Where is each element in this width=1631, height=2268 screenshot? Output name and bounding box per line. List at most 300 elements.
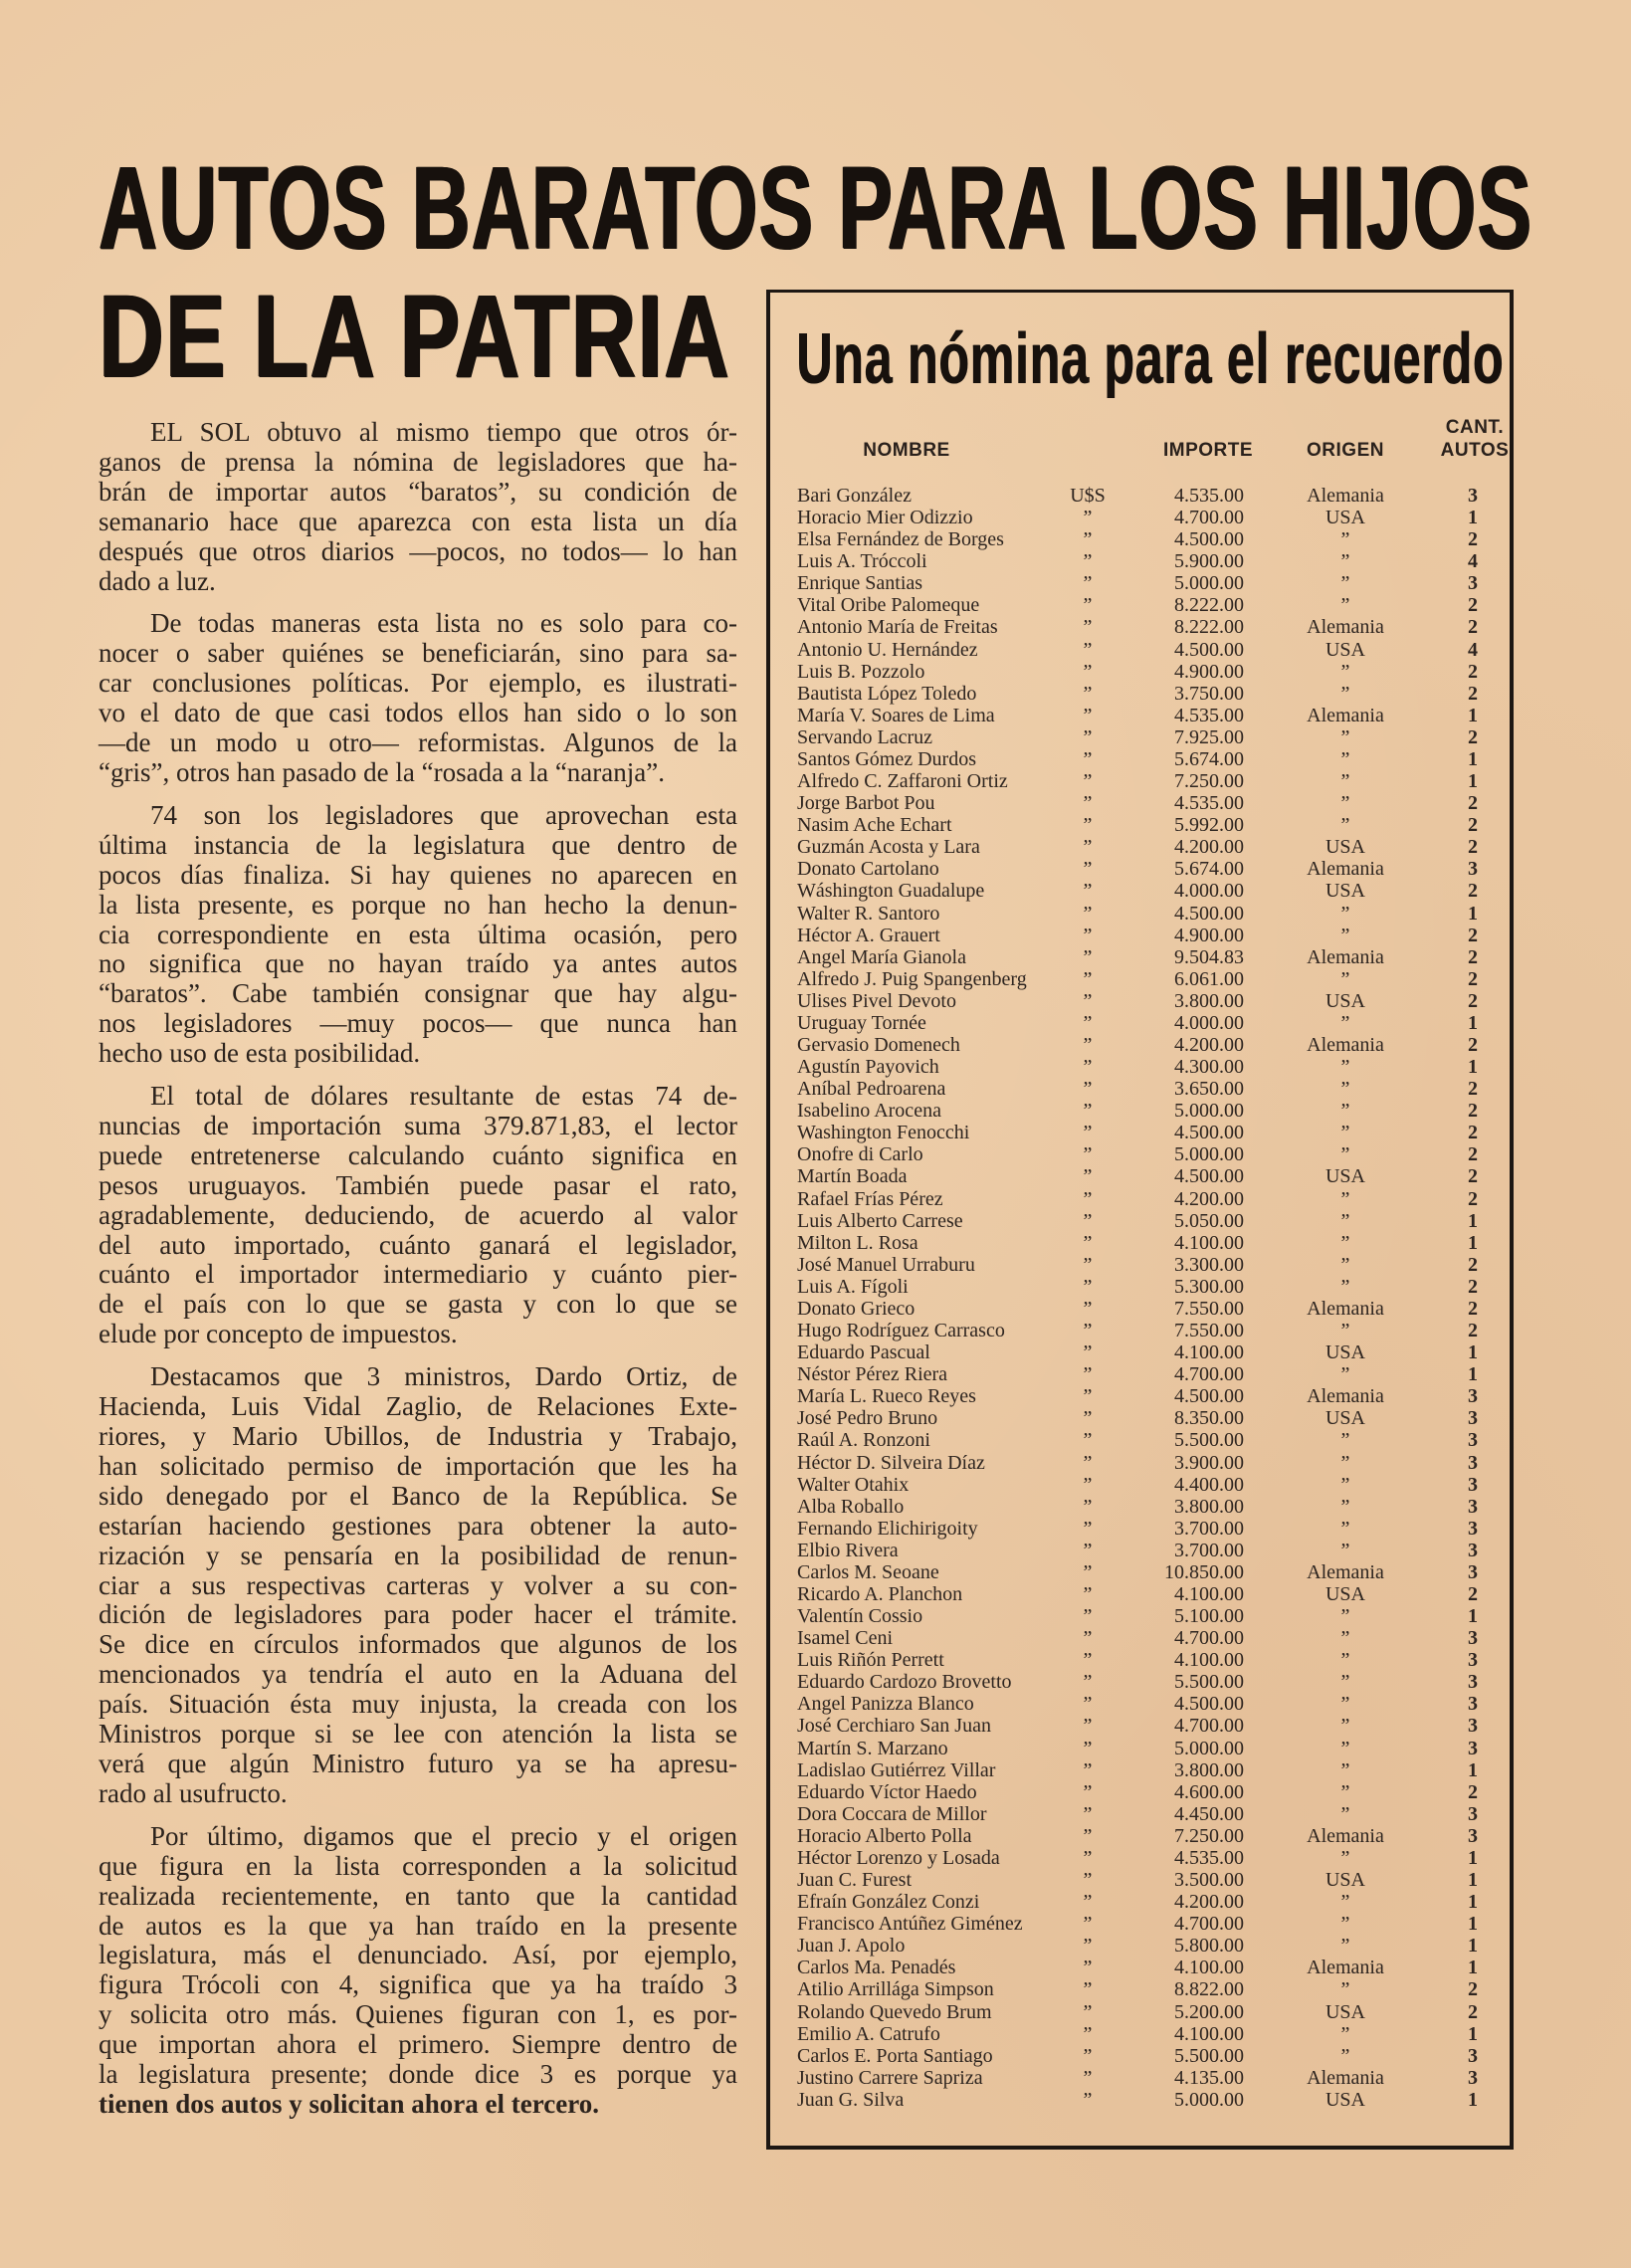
currency: ”: [1083, 1429, 1093, 1452]
currency: ”: [1083, 1275, 1093, 1298]
article-line: tienen dos autos y solicitan ahora el tercero.: [99, 2088, 599, 2119]
origen-value: ”: [1340, 1209, 1350, 1232]
currency: ”: [1083, 770, 1093, 793]
article-line: del auto importado, cuánto ganará el legislador,: [99, 1229, 737, 1260]
importe-value: 7.250.00: [1174, 1824, 1244, 1847]
column-header-autos: AUTOS: [1440, 440, 1510, 461]
legislator-name: Vital Oribe Palomeque: [797, 594, 980, 617]
importe-value: 6.061.00: [1174, 967, 1244, 990]
currency: ”: [1083, 1715, 1093, 1738]
legislator-name: Elbio Rivera: [797, 1539, 899, 1561]
article-line: realizada recientemente, en tanto que la cantidad: [99, 1880, 737, 1911]
legislator-name: Raúl A. Ronzoni: [797, 1429, 930, 1452]
cant-autos-value: 2: [1468, 1165, 1478, 1188]
currency: ”: [1083, 1187, 1093, 1210]
currency: ”: [1083, 1824, 1093, 1847]
origen-value: USA: [1325, 1407, 1366, 1430]
legislator-name: Eduardo Cardozo Brovetto: [797, 1671, 1012, 1694]
legislator-name: Luis Alberto Carrese: [797, 1209, 963, 1232]
legislator-name: Alfredo J. Puig Spangenberg: [797, 967, 1027, 990]
article-line: ganos de prensa la nómina de legisladores que ha-: [99, 446, 737, 477]
article-line: cia correspondiente en esta última ocasión, pero: [99, 919, 737, 949]
currency: ”: [1083, 2044, 1093, 2067]
legislator-name: Ricardo A. Planchon: [797, 1583, 963, 1605]
legislator-name: Justino Carrere Sapriza: [797, 2066, 983, 2089]
currency: ”: [1083, 1539, 1093, 1561]
cant-autos-value: 1: [1468, 1846, 1478, 1869]
importe-value: 7.550.00: [1174, 1320, 1244, 1342]
cant-autos-value: 3: [1468, 1539, 1478, 1561]
legislator-name: Santos Gómez Durdos: [797, 747, 976, 770]
cant-autos-value: 1: [1468, 1891, 1478, 1914]
currency: ”: [1083, 924, 1093, 946]
article-line: estarían haciendo gestiones para obtener la auto-: [99, 1510, 737, 1541]
origen-value: USA: [1325, 989, 1366, 1012]
origen-value: ”: [1340, 572, 1350, 595]
article-line: nocer o saber quiénes se beneficiarán, sino para sa-: [99, 638, 737, 669]
importe-value: 8.350.00: [1174, 1407, 1244, 1430]
legislator-name: Héctor A. Grauert: [797, 924, 940, 946]
importe-value: 3.650.00: [1174, 1078, 1244, 1101]
article-line: han solicitado permiso de importación que les ha: [99, 1450, 737, 1481]
cant-autos-value: 2: [1468, 594, 1478, 617]
cant-autos-value: 2: [1468, 1320, 1478, 1342]
legislator-name: Isabelino Arocena: [797, 1100, 941, 1123]
cant-autos-value: 3: [1468, 1560, 1478, 1583]
legislator-name: Rolando Quevedo Brum: [797, 2000, 992, 2023]
importe-value: 10.850.00: [1164, 1560, 1244, 1583]
cant-autos-value: 1: [1468, 2088, 1478, 2111]
origen-value: USA: [1325, 1341, 1366, 1364]
importe-value: 5.500.00: [1174, 1429, 1244, 1452]
article-line: última instancia de la legislatura que dentro de: [99, 829, 737, 860]
cant-autos-value: 3: [1468, 1627, 1478, 1650]
importe-value: 4.200.00: [1174, 1891, 1244, 1914]
article-line: elude por concepto de impuestos.: [99, 1319, 458, 1349]
origen-value: ”: [1340, 1649, 1350, 1672]
origen-value: ”: [1340, 1100, 1350, 1123]
importe-value: 4.135.00: [1174, 2066, 1244, 2089]
importe-value: 4.100.00: [1174, 1341, 1244, 1364]
origen-value: Alemania: [1307, 858, 1384, 881]
importe-value: 3.700.00: [1174, 1539, 1244, 1561]
origen-value: ”: [1340, 1495, 1350, 1518]
legislator-name: Donato Cartolano: [797, 858, 939, 881]
cant-autos-value: 3: [1468, 1649, 1478, 1672]
cant-autos-value: 3: [1468, 572, 1478, 595]
origen-value: ”: [1340, 814, 1350, 837]
cant-autos-value: 1: [1468, 902, 1478, 925]
importe-value: 3.900.00: [1174, 1451, 1244, 1474]
origen-value: Alemania: [1307, 485, 1384, 507]
currency: ”: [1083, 704, 1093, 726]
article-line: agradablemente, deduciendo, de acuerdo al valor: [99, 1199, 737, 1230]
article-line: dado a luz.: [99, 565, 216, 596]
cant-autos-value: 1: [1468, 770, 1478, 793]
legislator-name: Walter Otahix: [797, 1473, 910, 1496]
importe-value: 9.504.83: [1174, 945, 1244, 968]
importe-value: 4.100.00: [1174, 1957, 1244, 1979]
currency: ”: [1083, 1802, 1093, 1825]
article-line: rado al usufructo.: [99, 1777, 288, 1808]
legislator-name: Carlos E. Porta Santiago: [797, 2044, 993, 2067]
importe-value: 5.100.00: [1174, 1605, 1244, 1628]
currency: ”: [1083, 836, 1093, 859]
article-line: no significa que no hayan traído ya antes autos: [99, 948, 737, 979]
legislator-name: Angel Panizza Blanco: [797, 1693, 974, 1716]
currency: ”: [1083, 638, 1093, 661]
currency: ”: [1083, 1407, 1093, 1430]
currency: ”: [1083, 594, 1093, 617]
legislator-name: Alba Roballo: [797, 1495, 905, 1518]
cant-autos-value: 1: [1468, 1056, 1478, 1079]
legislator-name: Juan G. Silva: [797, 2088, 905, 2111]
legislator-name: Milton L. Rosa: [797, 1231, 918, 1254]
origen-value: ”: [1340, 1539, 1350, 1561]
importe-value: 5.500.00: [1174, 2044, 1244, 2067]
legislator-name: Isamel Ceni: [797, 1627, 894, 1650]
article-line: De todas maneras esta lista no es solo para co-: [150, 608, 737, 639]
legislator-name: Carlos M. Seoane: [797, 1560, 939, 1583]
article-line: Hacienda, Luis Vidal Zaglio, de Relaciones Exte-: [99, 1391, 737, 1422]
article-line: “baratos”. Cabe también consignar que hay algu-: [99, 978, 737, 1009]
legislator-name: Hugo Rodríguez Carrasco: [797, 1320, 1005, 1342]
currency: ”: [1083, 1517, 1093, 1540]
cant-autos-value: 2: [1468, 1078, 1478, 1101]
origen-value: USA: [1325, 2088, 1366, 2111]
currency: U$S: [1070, 485, 1106, 507]
importe-value: 3.800.00: [1174, 1495, 1244, 1518]
legislator-name: Elsa Fernández de Borges: [797, 528, 1004, 551]
article-line: ciar a sus respectivas carteras y volver a su con-: [99, 1569, 737, 1600]
cant-autos-value: 2: [1468, 924, 1478, 946]
legislator-name: Donato Grieco: [797, 1297, 916, 1320]
origen-value: ”: [1340, 1517, 1350, 1540]
origen-value: Alemania: [1307, 1297, 1384, 1320]
origen-value: ”: [1340, 1846, 1350, 1869]
cant-autos-value: 1: [1468, 1935, 1478, 1958]
origen-value: ”: [1340, 1802, 1350, 1825]
currency: ”: [1083, 1451, 1093, 1474]
origen-value: ”: [1340, 1187, 1350, 1210]
currency: ”: [1083, 1935, 1093, 1958]
legislator-name: Atilio Arrillága Simpson: [797, 1978, 994, 2001]
origen-value: ”: [1340, 1253, 1350, 1276]
legislator-name: Ulises Pivel Devoto: [797, 989, 956, 1012]
currency: ”: [1083, 880, 1093, 903]
article-line: que figura en la lista corresponden a la solicitud: [99, 1850, 737, 1881]
cant-autos-value: 1: [1468, 2022, 1478, 2045]
cant-autos-value: 1: [1468, 507, 1478, 529]
currency: ”: [1083, 1253, 1093, 1276]
cant-autos-value: 1: [1468, 1231, 1478, 1254]
legislator-name: Fernando Elichirigoity: [797, 1517, 978, 1540]
importe-value: 5.000.00: [1174, 1737, 1244, 1759]
cant-autos-value: 2: [1468, 792, 1478, 815]
importe-value: 5.000.00: [1174, 1143, 1244, 1166]
column-header-importe: IMPORTE: [1162, 440, 1254, 461]
currency: ”: [1083, 1627, 1093, 1650]
article-paragraph: [99, 1362, 737, 1809]
origen-value: USA: [1325, 1583, 1366, 1605]
cant-autos-value: 3: [1468, 1737, 1478, 1759]
origen-value: ”: [1340, 1758, 1350, 1781]
cant-autos-value: 1: [1468, 1605, 1478, 1628]
origen-value: ”: [1340, 1978, 1350, 2001]
origen-value: ”: [1340, 1429, 1350, 1452]
legislator-name: José Manuel Urraburu: [797, 1253, 975, 1276]
legislator-name: Rafael Frías Pérez: [797, 1187, 943, 1210]
importe-value: 3.300.00: [1174, 1253, 1244, 1276]
importe-value: 4.700.00: [1174, 507, 1244, 529]
legislator-name: Guzmán Acosta y Lara: [797, 836, 980, 859]
currency: ”: [1083, 528, 1093, 551]
article-line: verá que algún Ministro futuro ya se ha apresu-: [99, 1748, 737, 1778]
column-header-cant: CANT.: [1445, 417, 1505, 438]
legislator-name: Horacio Mier Odizzio: [797, 507, 973, 529]
origen-value: ”: [1340, 2022, 1350, 2045]
currency: ”: [1083, 507, 1093, 529]
article-line: Se dice en círculos informados que algunos de los: [99, 1629, 737, 1660]
article-line: pesos uruguayos. También puede pasar el rato,: [99, 1169, 737, 1200]
legislator-name: Juan J. Apolo: [797, 1935, 906, 1958]
cant-autos-value: 2: [1468, 1253, 1478, 1276]
article-line: vo el dato de que casi todos ellos han sido o lo son: [99, 698, 737, 728]
origen-value: ”: [1340, 1056, 1350, 1079]
legislator-name: Luis Riñón Perrett: [797, 1649, 944, 1672]
origen-value: ”: [1340, 1693, 1350, 1716]
legislator-name: Bari González: [797, 485, 912, 507]
currency: ”: [1083, 550, 1093, 573]
currency: ”: [1083, 792, 1093, 815]
currency: ”: [1083, 2088, 1093, 2111]
currency: ”: [1083, 1671, 1093, 1694]
legislator-name: Enrique Santias: [797, 572, 923, 595]
legislator-name: Agustín Payovich: [797, 1056, 939, 1079]
origen-value: ”: [1340, 1320, 1350, 1342]
importe-value: 4.100.00: [1174, 1649, 1244, 1672]
legislator-name: Horacio Alberto Polla: [797, 1824, 972, 1847]
legislator-name: Ladislao Gutiérrez Villar: [797, 1758, 996, 1781]
importe-value: 8.822.00: [1174, 1978, 1244, 2001]
article-body: [99, 418, 737, 2133]
legislator-name: Valentín Cossio: [797, 1605, 923, 1628]
origen-value: ”: [1340, 528, 1350, 551]
currency: ”: [1083, 1737, 1093, 1759]
origen-value: USA: [1325, 2000, 1366, 2023]
cant-autos-value: 1: [1468, 1758, 1478, 1781]
importe-value: 4.500.00: [1174, 1165, 1244, 1188]
legislator-name: Gervasio Domenech: [797, 1034, 960, 1056]
cant-autos-value: 2: [1468, 1780, 1478, 1803]
origen-value: ”: [1340, 1913, 1350, 1936]
origen-value: ”: [1340, 1671, 1350, 1694]
currency: ”: [1083, 1100, 1093, 1123]
importe-value: 8.222.00: [1174, 594, 1244, 617]
cant-autos-value: 2: [1468, 880, 1478, 903]
currency: ”: [1083, 1495, 1093, 1518]
article-line: “gris”, otros han pasado de la “rosada a la “naranja”.: [99, 756, 665, 787]
cant-autos-value: 1: [1468, 1341, 1478, 1364]
article-line: semanario hace que aparezca con esta lista un día: [99, 506, 737, 536]
article-line: brán de importar autos “baratos”, su condición de: [99, 476, 737, 507]
origen-value: ”: [1340, 1363, 1350, 1386]
article-paragraph: [99, 418, 737, 596]
legislator-name: Carlos Ma. Penadés: [797, 1957, 956, 1979]
cant-autos-value: 1: [1468, 747, 1478, 770]
cant-autos-value: 2: [1468, 1583, 1478, 1605]
origen-value: Alemania: [1307, 1957, 1384, 1979]
origen-value: Alemania: [1307, 945, 1384, 968]
article-line: El total de dólares resultante de estas 74 de-: [150, 1081, 737, 1112]
currency: ”: [1083, 1869, 1093, 1892]
legislator-name: Néstor Pérez Riera: [797, 1363, 948, 1386]
importe-value: 5.200.00: [1174, 2000, 1244, 2023]
cant-autos-value: 2: [1468, 660, 1478, 683]
currency: ”: [1083, 1913, 1093, 1936]
origen-value: ”: [1340, 682, 1350, 705]
currency: ”: [1083, 1583, 1093, 1605]
article-paragraph: [99, 801, 737, 1069]
currency: ”: [1083, 1056, 1093, 1079]
cant-autos-value: 2: [1468, 1143, 1478, 1166]
importe-value: 3.800.00: [1174, 1758, 1244, 1781]
cant-autos-value: 2: [1468, 616, 1478, 639]
legislator-name: Luis B. Pozzolo: [797, 660, 925, 683]
cant-autos-value: 1: [1468, 704, 1478, 726]
currency: ”: [1083, 660, 1093, 683]
legislator-name: Angel María Gianola: [797, 945, 966, 968]
currency: ”: [1083, 1649, 1093, 1672]
importe-value: 5.800.00: [1174, 1935, 1244, 1958]
cant-autos-value: 2: [1468, 1297, 1478, 1320]
importe-value: 4.535.00: [1174, 792, 1244, 815]
currency: ”: [1083, 902, 1093, 925]
importe-value: 3.750.00: [1174, 682, 1244, 705]
currency: ”: [1083, 1231, 1093, 1254]
legislator-name: Onofre di Carlo: [797, 1143, 923, 1166]
origen-value: USA: [1325, 1165, 1366, 1188]
cant-autos-value: 2: [1468, 967, 1478, 990]
legislator-name: Martín S. Marzano: [797, 1737, 948, 1759]
legislator-name: Efraín González Conzi: [797, 1891, 980, 1914]
origen-value: ”: [1340, 725, 1350, 748]
legislator-name: Antonio María de Freitas: [797, 616, 998, 639]
cant-autos-value: 2: [1468, 1275, 1478, 1298]
article-line: nos legisladores —muy pocos— que nunca han: [99, 1008, 737, 1039]
importe-value: 4.500.00: [1174, 1122, 1244, 1144]
currency: ”: [1083, 858, 1093, 881]
importe-value: 4.100.00: [1174, 1231, 1244, 1254]
article-paragraph: [99, 1082, 737, 1349]
importe-value: 4.900.00: [1174, 924, 1244, 946]
cant-autos-value: 3: [1468, 1802, 1478, 1825]
importe-value: 4.535.00: [1174, 485, 1244, 507]
importe-value: 4.700.00: [1174, 1363, 1244, 1386]
origen-value: ”: [1340, 747, 1350, 770]
importe-value: 8.222.00: [1174, 616, 1244, 639]
article-line: y solicita otro más. Quienes figuran con 1, es por-: [99, 1999, 737, 2030]
importe-value: 4.200.00: [1174, 1034, 1244, 1056]
currency: ”: [1083, 1693, 1093, 1716]
currency: ”: [1083, 945, 1093, 968]
currency: ”: [1083, 1780, 1093, 1803]
article-line: Ministros porque si se lee con atención la lista se: [99, 1719, 737, 1750]
origen-value: USA: [1325, 836, 1366, 859]
cant-autos-value: 1: [1468, 1913, 1478, 1936]
currency: ”: [1083, 1341, 1093, 1364]
currency: ”: [1083, 1297, 1093, 1320]
importe-value: 4.450.00: [1174, 1802, 1244, 1825]
currency: ”: [1083, 725, 1093, 748]
currency: ”: [1083, 1165, 1093, 1188]
currency: ”: [1083, 1078, 1093, 1101]
importe-value: 5.674.00: [1174, 747, 1244, 770]
currency: ”: [1083, 1846, 1093, 1869]
legislator-name: Antonio U. Hernández: [797, 638, 978, 661]
origen-value: Alemania: [1307, 1385, 1384, 1408]
article-line: 74 son los legisladores que aprovechan esta: [150, 799, 737, 830]
importe-value: 4.500.00: [1174, 1693, 1244, 1716]
importe-value: 7.925.00: [1174, 725, 1244, 748]
importe-value: 3.500.00: [1174, 1869, 1244, 1892]
article-line: —de un modo u otro— reformistas. Algunos de la: [99, 727, 737, 758]
legislator-name: Aníbal Pedroarena: [797, 1078, 946, 1101]
origen-value: Alemania: [1307, 1560, 1384, 1583]
origen-value: ”: [1340, 1473, 1350, 1496]
importe-value: 4.900.00: [1174, 660, 1244, 683]
article-line: país. Situación ésta muy injusta, la creada con los: [99, 1689, 737, 1720]
cant-autos-value: 1: [1468, 1209, 1478, 1232]
importe-value: 3.700.00: [1174, 1517, 1244, 1540]
currency: ”: [1083, 2022, 1093, 2045]
legislator-name: Juan C. Furest: [797, 1869, 912, 1892]
legislator-name: Luis A. Fígoli: [797, 1275, 909, 1298]
headline-line-1: AUTOS BARATOS PARA LOS HIJOS: [99, 142, 1532, 274]
currency: ”: [1083, 1473, 1093, 1496]
legislator-name: Uruguay Tornée: [797, 1011, 926, 1034]
origen-value: ”: [1340, 550, 1350, 573]
currency: ”: [1083, 1560, 1093, 1583]
currency: ”: [1083, 747, 1093, 770]
importe-value: 4.400.00: [1174, 1473, 1244, 1496]
legislator-name: Jorge Barbot Pou: [797, 792, 935, 815]
cant-autos-value: 3: [1468, 1385, 1478, 1408]
importe-value: 5.300.00: [1174, 1275, 1244, 1298]
cant-autos-value: 4: [1468, 550, 1478, 573]
importe-value: 4.100.00: [1174, 1583, 1244, 1605]
legislator-name: Alfredo C. Zaffaroni Ortiz: [797, 770, 1008, 793]
currency: ”: [1083, 2066, 1093, 2089]
cant-autos-value: 2: [1468, 2000, 1478, 2023]
currency: ”: [1083, 616, 1093, 639]
legislator-name: Walter R. Santoro: [797, 902, 940, 925]
article-line: rización y se pensaría en la posibilidad de renun-: [99, 1540, 737, 1570]
origen-value: ”: [1340, 1627, 1350, 1650]
legislator-name: María L. Rueco Reyes: [797, 1385, 976, 1408]
origen-value: ”: [1340, 924, 1350, 946]
article-line: la legislatura presente; donde dice 3 es porque ya: [99, 2059, 737, 2090]
legislator-name: Bautista López Toledo: [797, 682, 977, 705]
origen-value: ”: [1340, 1605, 1350, 1628]
cant-autos-value: 2: [1468, 528, 1478, 551]
cant-autos-value: 3: [1468, 1715, 1478, 1738]
cant-autos-value: 3: [1468, 1517, 1478, 1540]
origen-value: ”: [1340, 1891, 1350, 1914]
cant-autos-value: 2: [1468, 1100, 1478, 1123]
legislator-name: José Pedro Bruno: [797, 1407, 938, 1430]
article-line: puede entretenerse calculando cuánto significa en: [99, 1139, 737, 1170]
